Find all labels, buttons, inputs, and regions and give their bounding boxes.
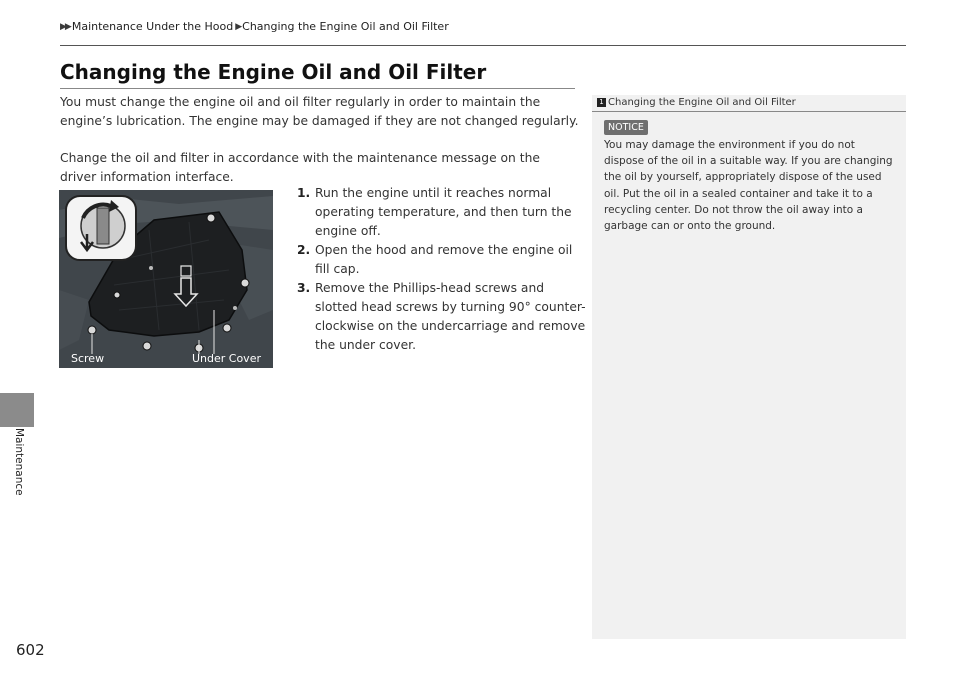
step-text: Remove the Phillips-head screws and slotted head screws by turning 90° counter-clockwise on the undercarriage and remove the under cover. xyxy=(315,281,586,352)
breadcrumb xyxy=(60,20,449,33)
step-number: 2. xyxy=(297,243,311,257)
section-side-label xyxy=(11,428,25,518)
step-text: Run the engine until it reaches normal operating temperature, and then turn the engine off. xyxy=(315,186,572,238)
under-cover-illustration xyxy=(59,190,273,368)
sidebar-heading-text: Changing the Engine Oil and Oil Filter xyxy=(608,97,796,108)
breadcrumb-item-section[interactable]: Maintenance Under the Hood xyxy=(71,20,234,33)
double-arrow-icon: ▶▶ xyxy=(60,21,70,32)
sidebar-heading xyxy=(597,97,796,108)
under-cover-drawing xyxy=(59,190,273,368)
notice-badge: NOTICE xyxy=(604,120,648,135)
section-side-label-text: Maintenance xyxy=(13,428,25,496)
arrow-icon: ▶ xyxy=(235,21,241,32)
intro-paragraph-1: You must change the engine oil and oil filter regularly in order to maintain the engine’s lubrication. The engine may be damaged if they are not changed regularly. xyxy=(60,95,579,128)
page-title: Changing the Engine Oil and Oil Filter xyxy=(60,60,487,84)
title-divider xyxy=(60,88,575,89)
intro-paragraph-2: Change the oil and filter in accordance with the maintenance message on the driver information interface. xyxy=(60,151,540,184)
sidebar-divider xyxy=(592,111,906,112)
step-item xyxy=(297,241,587,279)
step-item xyxy=(297,184,587,241)
step-text: Open the hood and remove the engine oil fill cap. xyxy=(315,243,573,276)
figure-label-under-cover: Under Cover xyxy=(191,352,261,365)
step-number: 1. xyxy=(297,186,311,200)
section-tab-marker xyxy=(0,393,34,427)
reference-icon: 1 xyxy=(597,98,606,107)
notice-text: You may damage the environment if you do not dispose of the oil in a suitable way. If you are changing the oil by yourself, appropriately dispose of the used oil. Put the oil in a sealed container and take it to a recycling center. Do not throw the oil away into a garbage can or onto the ground. xyxy=(604,139,893,233)
step-number: 3. xyxy=(297,281,311,295)
page-number: 602 xyxy=(16,641,45,659)
figure-label-screw: Screw xyxy=(71,352,105,365)
procedure-steps xyxy=(297,184,587,355)
step-item xyxy=(297,279,587,355)
header-divider xyxy=(60,45,906,46)
notes-sidebar xyxy=(592,95,906,639)
breadcrumb-item-current[interactable]: Changing the Engine Oil and Oil Filter xyxy=(242,20,449,33)
